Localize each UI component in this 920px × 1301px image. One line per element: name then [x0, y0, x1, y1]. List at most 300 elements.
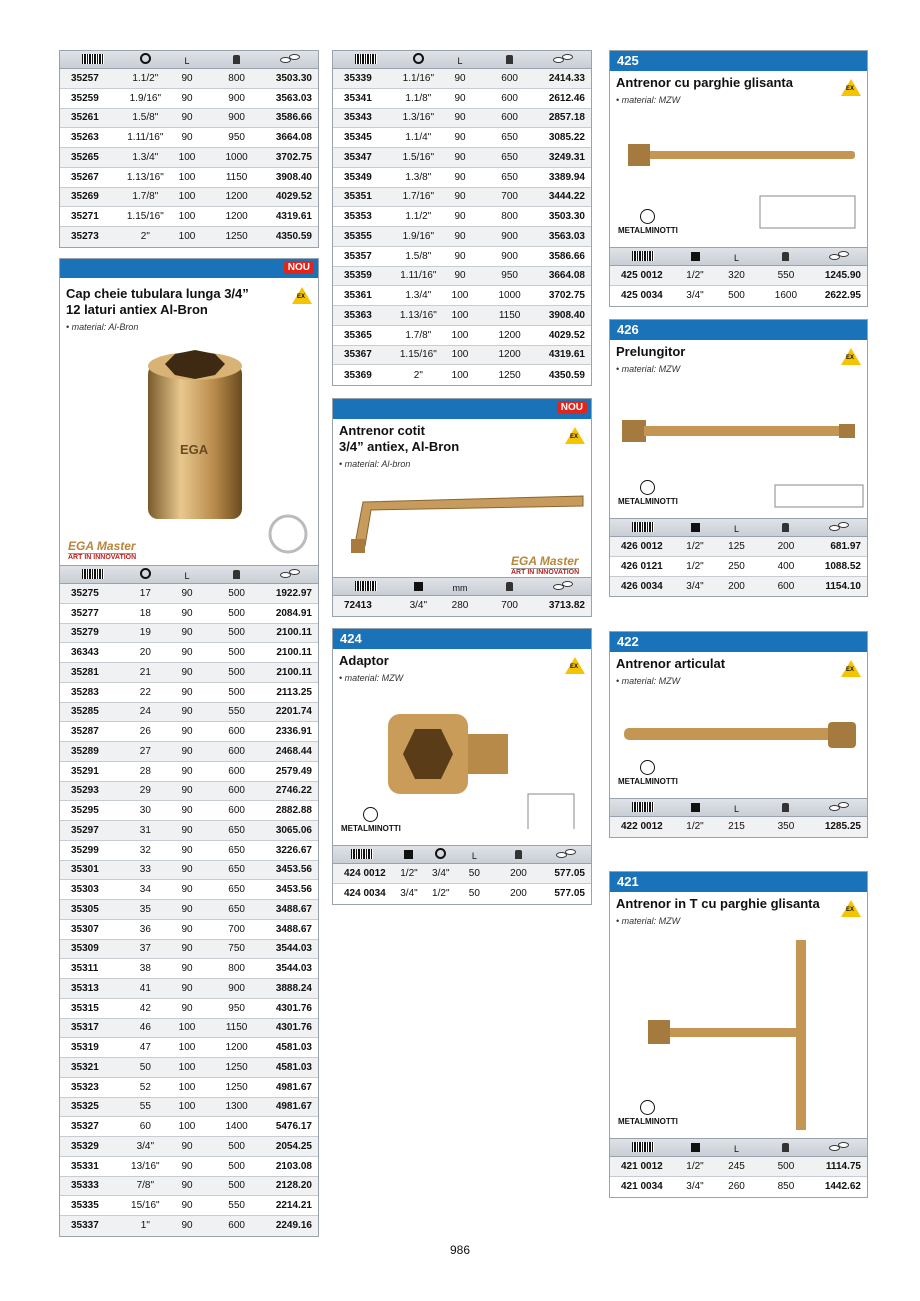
table-row [60, 89, 318, 109]
article-code: 35351 [344, 191, 372, 203]
table-424 [332, 846, 592, 905]
table-cell: 1.11/16" [127, 132, 164, 144]
header-cell [610, 519, 675, 537]
table-cell: 90 [454, 211, 466, 223]
table-cell: 41 [139, 982, 151, 994]
table-cell: 90 [181, 686, 193, 698]
table-cell: 1.7/16" [402, 191, 434, 203]
material-label: • material: Al-bron [339, 459, 411, 469]
table-cell: 500 [228, 1140, 245, 1152]
article-code: 35271 [71, 211, 99, 223]
table-cell: 90 [181, 785, 193, 797]
table-row [60, 168, 318, 188]
table-cell: 20 [139, 647, 151, 659]
table-cell: 600 [228, 726, 245, 738]
price-cell: 577.05 [554, 888, 585, 900]
header-cell [264, 51, 318, 69]
metalminotti-logo: METALMINOTTI [618, 1100, 678, 1126]
panel-header-bar [60, 259, 318, 278]
table-row [610, 557, 867, 577]
metalminotti-logo: METALMINOTTI [618, 760, 678, 786]
header-cell [125, 566, 165, 584]
table-cell: 1.9/16" [129, 92, 161, 104]
article-code: 426 0121 [621, 560, 663, 572]
twelve-point-ring-icon [435, 848, 446, 859]
article-code: 426 0034 [621, 580, 663, 592]
table-cell: 1.5/8" [405, 250, 432, 262]
price-cell: 2214.21 [275, 1200, 312, 1212]
price-cell: 3085.22 [548, 132, 585, 144]
table-cell: 215 [728, 821, 745, 833]
table-cell: 400 [777, 560, 795, 572]
weight-icon [782, 523, 789, 532]
length-label: L [471, 850, 477, 861]
table-426 [609, 519, 868, 597]
metalminotti-logo: METALMINOTTI [618, 209, 678, 235]
table-row [60, 1098, 318, 1118]
table-cell: 37 [139, 943, 151, 955]
length-label: L [734, 523, 740, 534]
table-cell: 1/2" [686, 560, 704, 572]
table-cell: 1150 [225, 1022, 248, 1034]
table-cell: 600 [228, 745, 245, 757]
article-code: 35329 [71, 1140, 99, 1152]
price-cell: 5476.17 [275, 1121, 312, 1133]
product-title: Antrenor articulat [616, 656, 726, 671]
table-cell: 1200 [498, 329, 521, 341]
table-cell: 280 [451, 600, 469, 612]
article-code: 422 0012 [621, 821, 663, 833]
table-cell: 900 [228, 92, 245, 104]
table-cell: 90 [181, 607, 193, 619]
header-cell [814, 1139, 867, 1157]
table-cell: 17 [139, 587, 151, 599]
length-label: L [184, 55, 190, 66]
price-cell: 3503.30 [548, 211, 585, 223]
header-cell [610, 248, 675, 266]
table-row [333, 326, 591, 346]
material-label: • material: MZW [616, 916, 681, 926]
table-cell: 1250 [225, 231, 248, 243]
table-row [60, 801, 318, 821]
table-cell: 90 [454, 151, 466, 163]
table-row [60, 959, 318, 979]
table-cell: 90 [181, 765, 193, 777]
table-header [60, 51, 318, 69]
price-cell: 2084.91 [275, 607, 312, 619]
table-header [333, 578, 591, 596]
header-cell [715, 799, 758, 817]
table-cell: 100 [451, 309, 469, 321]
table-cell: 500 [728, 290, 745, 302]
product-panel-425 [609, 50, 868, 248]
table-cell: 900 [501, 230, 518, 242]
table-cell: 1.9/16" [402, 230, 434, 242]
table-cell: 200 [728, 580, 745, 592]
table-row [60, 643, 318, 663]
table-cell: 90 [181, 587, 193, 599]
table-header [610, 1139, 867, 1157]
table-cell: 32 [139, 844, 151, 856]
price-cell: 3544.03 [275, 963, 312, 975]
price-cell: 3908.40 [275, 171, 312, 183]
panel-number: 425 [610, 51, 867, 71]
panel-number: 421 [610, 872, 867, 892]
header-cell [715, 519, 758, 537]
table-cell: 1.3/4" [405, 290, 432, 302]
article-code: 35333 [71, 1180, 99, 1192]
table-row [333, 188, 591, 208]
table-row [60, 663, 318, 683]
price-cell: 4319.61 [275, 211, 312, 223]
panel-number: 422 [610, 632, 867, 652]
table-cell: 90 [181, 844, 193, 856]
barcode-icon [82, 569, 104, 579]
product-title: Prelungitor [616, 344, 686, 359]
table-row [60, 1137, 318, 1157]
article-code: 35297 [71, 824, 99, 836]
table-row [333, 227, 591, 247]
table-cell: 1.1/2" [405, 211, 432, 223]
table-cell: 90 [181, 666, 193, 678]
table-cell: 1200 [498, 349, 521, 361]
table-cell: 3/4" [136, 1140, 155, 1152]
table-cell: 1300 [225, 1101, 248, 1113]
table-cell: 1.5/8" [132, 112, 159, 124]
barcode-icon [632, 802, 654, 812]
weight-icon [233, 570, 240, 579]
table-cell: 1250 [498, 369, 521, 381]
square-drive-icon [691, 252, 700, 261]
table-cell: 1200 [225, 1042, 248, 1054]
table-cell: 245 [728, 1160, 745, 1172]
table-cell: 22 [139, 686, 151, 698]
table-cell: 500 [777, 1160, 795, 1172]
article-code: 35323 [71, 1081, 99, 1093]
table-cell: 28 [139, 765, 151, 777]
table-cell: 1.13/16" [399, 309, 437, 321]
header-cell [398, 51, 438, 69]
article-code: 35335 [71, 1200, 99, 1212]
table-row [333, 168, 591, 188]
article-code: 72413 [344, 600, 372, 612]
article-code: 35263 [71, 132, 99, 144]
coins-icon [280, 568, 302, 579]
coins-icon [553, 53, 575, 64]
article-code: 35273 [71, 231, 99, 243]
material-label: • material: MZW [339, 673, 404, 683]
price-cell: 2113.25 [276, 686, 312, 698]
table-cell: 60 [139, 1121, 151, 1133]
table-cell: 90 [454, 112, 466, 124]
price-cell: 4350.59 [275, 231, 312, 243]
table-cell: 950 [501, 270, 518, 282]
article-code: 35355 [344, 230, 372, 242]
article-code: 35321 [71, 1061, 99, 1073]
table-cell: 100 [451, 290, 469, 302]
table-cell: 1150 [225, 171, 248, 183]
article-code: 35257 [71, 72, 99, 84]
table-cell: 1000 [498, 290, 521, 302]
table-row [610, 817, 867, 837]
table-cell: 90 [454, 191, 466, 203]
price-cell: 2612.46 [548, 92, 585, 104]
table-cell: 950 [228, 132, 245, 144]
price-cell: 3664.08 [548, 270, 585, 282]
table-row [60, 69, 318, 89]
table-row [60, 1157, 318, 1177]
table-row [333, 69, 591, 89]
material-label: • material: MZW [616, 95, 681, 105]
table-cell: 30 [139, 805, 151, 817]
table-cell: 1.3/8" [405, 171, 432, 183]
table-cell: 1250 [225, 1081, 248, 1093]
weight-icon [506, 582, 513, 591]
table-cell: 2" [140, 231, 150, 243]
table-cell: 350 [777, 821, 795, 833]
weight-icon [782, 803, 789, 812]
table-cell: 90 [181, 805, 193, 817]
price-cell: 4350.59 [548, 369, 585, 381]
table-cell: 90 [454, 250, 466, 262]
header-cell [209, 566, 265, 584]
coins-icon [280, 53, 302, 64]
price-cell: 3488.67 [275, 903, 312, 915]
table-cell: 90 [181, 1200, 193, 1212]
table-cell: 50 [468, 888, 480, 900]
table-row [60, 1038, 318, 1058]
coins-icon [553, 580, 575, 591]
table-row [60, 207, 318, 227]
article-code: 35341 [344, 92, 372, 104]
table-cell: 1.7/8" [132, 191, 159, 203]
header-cell [391, 846, 426, 864]
price-cell: 2336.91 [275, 726, 312, 738]
table-row [60, 841, 318, 861]
table-cell: 3/4" [686, 1181, 704, 1193]
table-cell: 100 [178, 171, 196, 183]
table-cell: 38 [139, 963, 151, 975]
table-cell: 90 [181, 923, 193, 935]
article-code: 35281 [71, 666, 99, 678]
table-cell: 18 [139, 607, 151, 619]
article-code: 35319 [71, 1042, 99, 1054]
coins-icon [556, 848, 578, 859]
table-cell: 100 [178, 1081, 196, 1093]
table-cell: 500 [228, 686, 245, 698]
article-code: 424 0012 [344, 867, 386, 879]
table-cell: 1600 [774, 290, 798, 302]
table-row [610, 537, 867, 557]
table-cell: 100 [451, 329, 469, 341]
table-cell: 21 [139, 666, 151, 678]
material-label: • material: Al-Bron [66, 322, 139, 332]
price-cell: 3908.40 [548, 309, 585, 321]
table-cell: 90 [181, 1002, 193, 1014]
article-code: 35279 [71, 627, 99, 639]
table-cell: 90 [181, 963, 193, 975]
table-cell: 90 [181, 1160, 193, 1172]
coins-icon [829, 801, 851, 812]
table-cell: 100 [178, 151, 196, 163]
table-row [333, 884, 591, 904]
article-code: 35347 [344, 151, 372, 163]
header-cell [715, 248, 758, 266]
article-code: 36343 [71, 647, 99, 659]
price-cell: 4301.76 [275, 1022, 312, 1034]
table-cell: 90 [181, 627, 193, 639]
price-cell: 3713.82 [548, 600, 585, 612]
table-cell: 90 [454, 132, 466, 144]
table-cell: 550 [228, 1200, 245, 1212]
table-cell: 1/2" [400, 867, 418, 879]
table-cell: 900 [228, 112, 245, 124]
article-code: 35327 [71, 1121, 99, 1133]
article-code: 35365 [344, 329, 372, 341]
price-cell: 4981.67 [275, 1081, 312, 1093]
length-label: L [457, 55, 463, 66]
square-drive-icon [414, 582, 423, 591]
table-cell: 500 [228, 607, 245, 619]
square-drive-icon [404, 850, 413, 859]
table-cell: 7/8" [136, 1180, 155, 1192]
product-title: Antrenor cu parghie glisanta [616, 75, 793, 90]
product-panel-antrenor-cotit [332, 398, 592, 578]
table-cell: 650 [228, 884, 245, 896]
table-cell: 650 [228, 903, 245, 915]
table-cell: 1200 [225, 191, 248, 203]
table-cell: 3/4" [686, 290, 704, 302]
article-code: 35295 [71, 805, 99, 817]
article-code: 35315 [71, 1002, 99, 1014]
table-cell: 650 [228, 864, 245, 876]
price-cell: 4319.61 [548, 349, 585, 361]
table-cell: 90 [181, 1180, 193, 1192]
article-code: 35363 [344, 309, 372, 321]
table-cell: 200 [510, 888, 527, 900]
square-drive-icon [691, 1143, 700, 1152]
price-cell: 4029.52 [548, 329, 585, 341]
article-code: 35277 [71, 607, 99, 619]
price-cell: 2100.11 [276, 647, 312, 659]
table-cell: 600 [501, 112, 518, 124]
article-code: 35301 [71, 864, 99, 876]
table-row [333, 148, 591, 168]
article-code: 425 0012 [621, 269, 663, 281]
price-cell: 3702.75 [275, 151, 312, 163]
article-code: 35289 [71, 745, 99, 757]
table-cell: 125 [728, 540, 745, 552]
table-cell: 90 [181, 864, 193, 876]
article-code: 35307 [71, 923, 99, 935]
article-code: 35269 [71, 191, 99, 203]
table-header [610, 519, 867, 537]
material-label: • material: MZW [616, 364, 681, 374]
article-code: 35285 [71, 706, 99, 718]
table-cell: 500 [228, 1160, 245, 1172]
article-code: 424 0034 [344, 888, 386, 900]
header-cell [814, 799, 867, 817]
metalminotti-logo: METALMINOTTI [341, 807, 401, 833]
price-cell: 3444.22 [548, 191, 585, 203]
header-cell [455, 846, 494, 864]
price-cell: 2857.18 [548, 112, 585, 124]
table-cell: 500 [228, 587, 245, 599]
panel-header-bar [333, 399, 591, 419]
table-row [60, 1177, 318, 1197]
table-cell: 1/2" [686, 269, 704, 281]
table-cell: 15/16" [131, 1200, 160, 1212]
weight-icon [515, 850, 522, 859]
table-cell: 600 [228, 765, 245, 777]
price-cell: 2054.25 [275, 1140, 312, 1152]
table-cell: 1.1/16" [402, 72, 434, 84]
table-cell: 90 [181, 706, 193, 718]
article-code: 35353 [344, 211, 372, 223]
table-cell: 3/4" [686, 580, 704, 592]
header-cell [438, 578, 482, 596]
table-cell: 90 [181, 112, 193, 124]
table-row [610, 286, 867, 306]
table-header [333, 51, 591, 69]
table-cell: 100 [178, 1061, 196, 1073]
header-cell [675, 519, 715, 537]
table-cell: 950 [228, 1002, 245, 1014]
length-label: L [734, 1143, 740, 1154]
table-cell: 1/2" [686, 540, 704, 552]
table-cell: 1150 [498, 309, 521, 321]
price-cell: 3453.56 [275, 864, 312, 876]
table-cell: 100 [178, 211, 196, 223]
table-cell: 700 [501, 600, 518, 612]
article-code: 35283 [71, 686, 99, 698]
table-row [60, 1216, 318, 1236]
header-cell [537, 51, 591, 69]
price-cell: 2100.11 [276, 666, 312, 678]
table-cell: 100 [178, 1121, 196, 1133]
price-cell: 2100.11 [276, 627, 312, 639]
table-row [60, 920, 318, 940]
table-cell: 3/4" [400, 888, 418, 900]
table-cell: 90 [181, 726, 193, 738]
table-cell: 850 [777, 1181, 795, 1193]
price-cell: 3503.30 [275, 72, 312, 84]
price-cell: 2201.74 [275, 706, 312, 718]
table-cell: 1200 [225, 211, 248, 223]
table-cell: 47 [139, 1042, 151, 1054]
table-row [333, 864, 591, 884]
table-cell: 800 [501, 211, 518, 223]
table-row [60, 584, 318, 604]
table-row [60, 722, 318, 742]
price-cell: 3453.56 [275, 884, 312, 896]
price-cell: 1154.10 [825, 580, 861, 592]
article-code: 35339 [344, 72, 372, 84]
table-cell: 650 [228, 824, 245, 836]
table-cell: 1.7/8" [405, 329, 432, 341]
table-cell: 50 [139, 1061, 151, 1073]
coins-icon [829, 521, 851, 532]
table-row [60, 1058, 318, 1078]
table-cell: 100 [178, 191, 196, 203]
table-cell: 650 [501, 132, 518, 144]
socket-image [60, 344, 320, 564]
price-cell: 4301.76 [275, 1002, 312, 1014]
table-cell: 90 [454, 72, 466, 84]
table-cell: 13/16" [131, 1160, 160, 1172]
barcode-icon [632, 522, 654, 532]
header-cell [333, 578, 398, 596]
